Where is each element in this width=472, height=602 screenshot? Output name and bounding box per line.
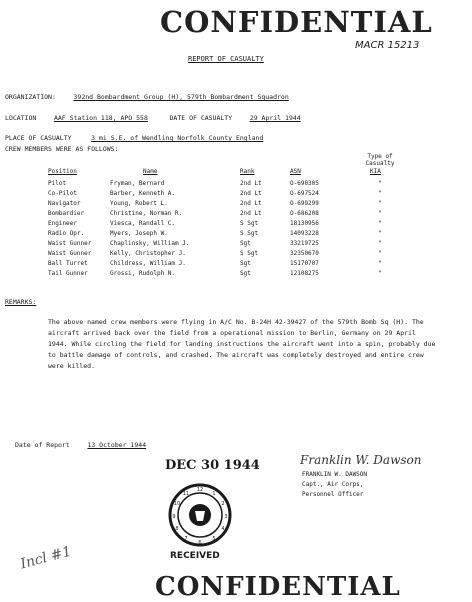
signer-name: FRANKLIN W. DAWSON [302,471,368,478]
crew-asn: 32350670 [290,250,319,257]
crew-asn: 18130956 [290,220,319,227]
signer-block [302,470,367,500]
crew-type: " [378,220,382,227]
location-row [5,105,301,124]
crew-asn: 14093228 [290,230,319,237]
date-report-label: Date of Report [15,441,70,449]
crew-name: Viesca, Randall C. [110,220,176,227]
crew-rank: 2nd Lt [240,210,262,217]
crew-position: Co-Pilot [48,190,77,197]
remarks-label: REMARKS: [5,298,37,306]
crew-rank: S Sgt [240,220,259,227]
svg-text:11: 11 [182,491,190,497]
svg-text:2: 2 [221,501,225,507]
crew-name: Young, Robert L. [110,200,168,207]
crew-asn: 15170707 [290,260,319,267]
crew-name: Christine, Norman R. [110,210,183,217]
date-casualty-value: 29 April 1944 [249,114,301,122]
crew-name: Childress, William J. [110,260,186,267]
crew-rank: 2nd Lt [240,200,262,207]
crew-rank: 2nd Lt [240,180,262,187]
date-casualty-label: DATE OF CASUALTY [169,114,233,122]
crew-name: Chaplinsky, William J. [110,240,190,247]
crew-position: Waist Gunner [48,250,92,257]
crew-position: Pilot [48,180,67,187]
crew-asn: O-699299 [290,200,319,207]
crew-rank: Sgt [240,270,251,277]
svg-text:7: 7 [184,536,188,542]
svg-text:5: 5 [212,536,216,542]
crew-asn: O-697524 [290,190,319,197]
svg-text:4: 4 [221,526,225,532]
place-value: 3 mi S.E. of Wendling Norfolk County England [91,134,264,142]
location-label: LOCATION [5,114,37,122]
seal-icon [168,483,232,547]
svg-text:12: 12 [196,487,204,493]
crew-position: Tail Gunner [48,270,88,277]
col-name: Name [143,168,158,175]
confidential-stamp-bottom: CONFIDENTIAL [155,572,401,602]
report-heading: REPORT OF CASUALTY [188,55,264,63]
crew-asn: 33219725 [290,240,319,247]
crew-type: " [378,230,382,237]
signer-title: Personnel Officer [302,491,364,498]
crew-name: Barber, Kenneth A. [110,190,176,197]
crew-type: " [378,210,382,217]
crew-name: Kelly, Christopher J. [110,250,186,257]
crew-rank: S Sgt [240,230,259,237]
crew-heading: CREW MEMBERS WERE AS FOLLOWS: [5,145,119,153]
organization-label: ORGANIZATION: [5,93,56,101]
place-label: PLACE OF CASUALTY [5,134,72,142]
crew-rank: S Sgt [240,250,259,257]
col-kia: KIA [370,168,381,175]
crew-position: Engineer [48,220,77,227]
crew-asn: 12108275 [290,270,319,277]
col-type: Type of Casualty [365,153,395,167]
crew-position: Radio Opr. [48,230,85,237]
crew-type: " [378,260,382,267]
crew-type: " [378,180,382,187]
svg-text:8: 8 [175,526,179,532]
col-asn: ASN [290,168,301,175]
place-row [5,125,263,144]
file-number: MACR 15213 [355,40,420,51]
crew-position: Bombardier [48,210,85,217]
svg-text:9: 9 [172,514,176,520]
crew-type: " [378,200,382,207]
confidential-stamp-top: CONFIDENTIAL [160,5,433,39]
organization-row [5,84,289,103]
crew-asn: O-690305 [290,180,319,187]
svg-text:10: 10 [173,501,181,507]
crew-rank: Sgt [240,260,251,267]
crew-rank: 2nd Lt [240,190,262,197]
signer-rank: Capt., Air Corps, [302,481,364,488]
date-stamp: DEC 30 1944 [165,458,260,473]
crew-type: " [378,250,382,257]
crew-position: Ball Turret [48,260,88,267]
signature: Franklin W. Dawson [300,453,422,467]
crew-name: Myers, Joseph W. [110,230,168,237]
crew-position: Waist Gunner [48,240,92,247]
received-stamp: RECEIVED [170,551,220,561]
crew-rank: Sgt [240,240,251,247]
svg-text:3: 3 [224,514,228,520]
crew-asn: O-686208 [290,210,319,217]
organization-value: 392nd Bombardment Group (H), 579th Bombardment Squadron [73,93,289,101]
crew-type: " [378,240,382,247]
col-position: Position [48,168,77,175]
svg-text:1: 1 [212,491,216,497]
date-report-value: 13 October 1944 [87,441,147,449]
remarks-text: The above named crew members were flying in A/C No. B-24H 42-39427 of the 579th Bomb Sq (H). The aircraft arrived back over the field from a operational mission to Berlin, Germany on 29 April 1944. While circling the field for landing instructions the aircraft went into a spin, probably due to battle damage of controls, and crashed. The aircraft was completely destroyed and entire crew were killed. [48,318,436,370]
location-value: AAF Station 118, APO 558 [53,114,148,122]
crew-type: " [378,190,382,197]
svg-text:6: 6 [198,540,202,546]
crew-name: Fryman, Bernard [110,180,165,187]
crew-position: Navigator [48,200,81,207]
margin-note: Incl #1 [18,543,74,573]
crew-type: " [378,270,382,277]
col-rank: Rank [240,168,255,175]
date-report-row [15,432,146,451]
crew-name: Grossi, Rudolph N. [110,270,176,277]
